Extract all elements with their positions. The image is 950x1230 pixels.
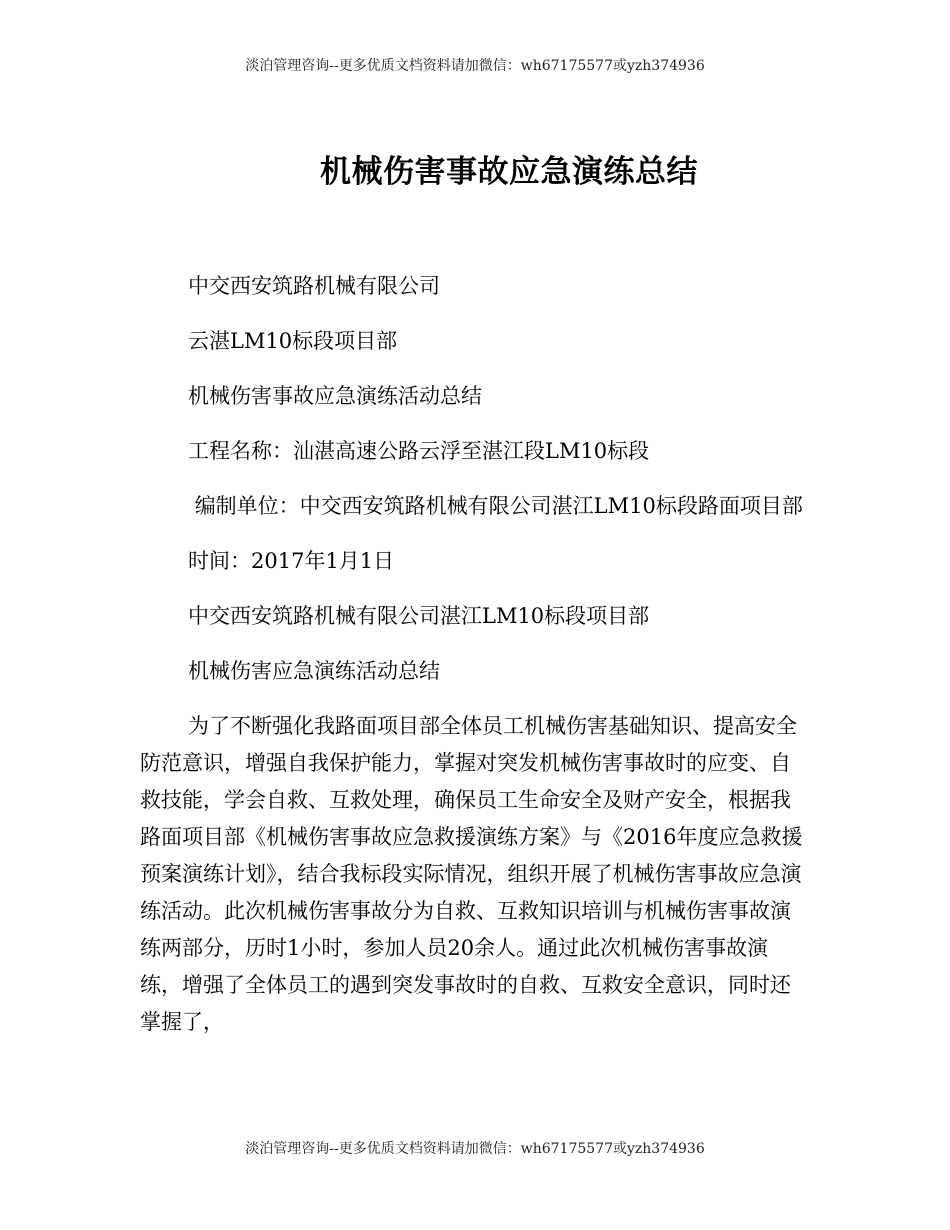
- company-name-line: 中交西安筑路机械有限公司: [188, 274, 440, 298]
- page-header-watermark: 淡泊管理咨询--更多优质文档资料请加微信：wh67175577或yzh374936: [245, 58, 705, 74]
- summary-heading-line: 机械伤害事故应急演练活动总结: [188, 384, 482, 408]
- document-body: [140, 268, 808, 1041]
- page-footer-watermark: 淡泊管理咨询--更多优质文档资料请加微信：wh67175577或yzh374936: [245, 1141, 705, 1157]
- activity-summary-line: 机械伤害应急演练活动总结: [188, 659, 440, 683]
- date-line: 时间：2017年1月1日: [188, 549, 395, 573]
- document-title: 机械伤害事故应急演练总结: [320, 154, 698, 190]
- compiling-unit-line: 编制单位：中交西安筑路机械有限公司湛江LM10标段路面项目部: [188, 494, 803, 518]
- department-line: 中交西安筑路机械有限公司湛江LM10标段项目部: [188, 604, 650, 628]
- project-department-line: 云湛LM10标段项目部: [188, 329, 398, 353]
- body-paragraph: 为了不断强化我路面项目部全体员工机械伤害基础知识、提高安全防范意识，增强自我保护能力，掌握对突发机械伤害事故时的应变、自救技能，学会自救、互救处理，确保员工生命安全及财产安全，根据我路面项目部《机械伤害事故应急救援演练方案》与《2016年度应急救援预案演练计划》，结合我标段实际情况，组织开展了机械伤害事故应急演练活动。此次机械伤害事故分为自救、互救知识培训与机械伤害事故演练两部分，历时1小时，参加人员20余人。通过此次机械伤害事故演练，增强了全体员工的遇到突发事故时的自救、互救安全意识，同时还掌握了，: [140, 714, 803, 1034]
- project-name-line: 工程名称：汕湛高速公路云浮至湛江段LM10标段: [188, 439, 650, 463]
